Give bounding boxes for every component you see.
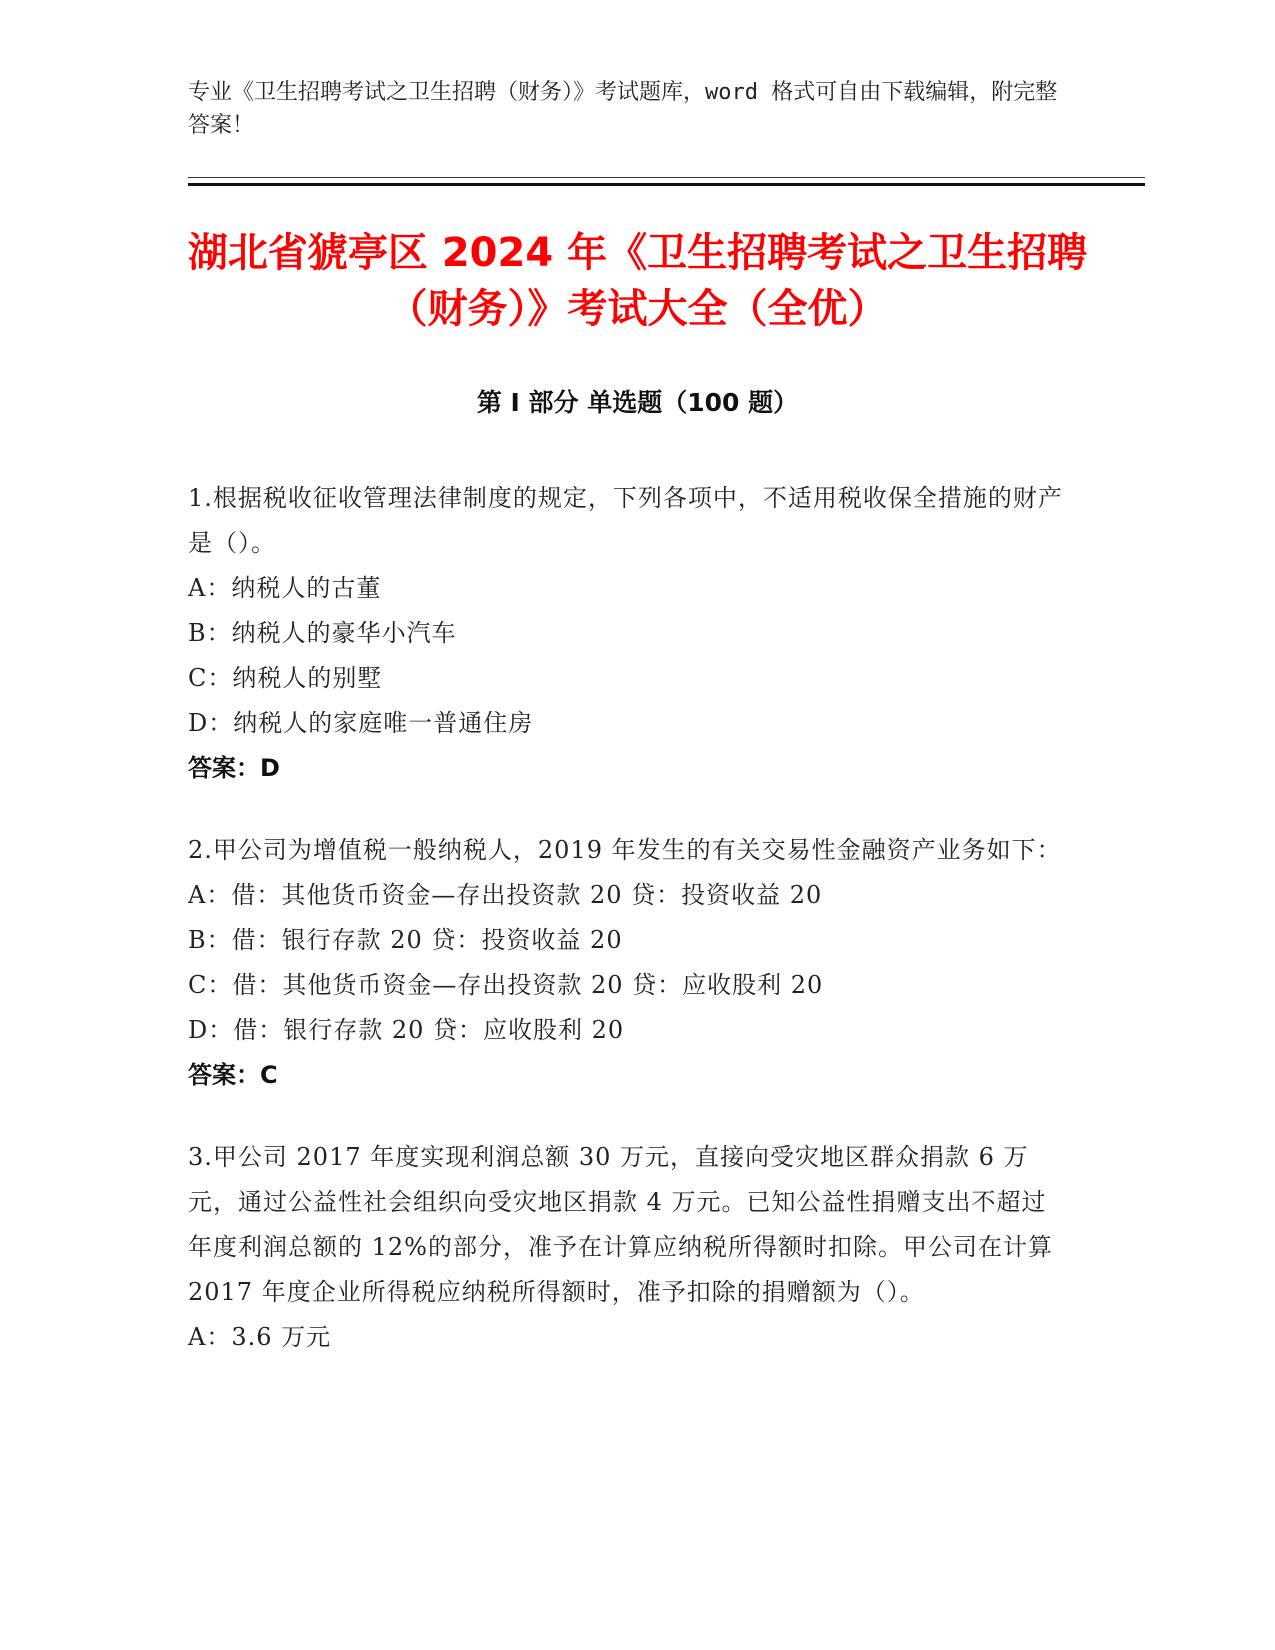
answer: 答案：D [188,754,280,782]
header-note: 专业《卫生招聘考试之卫生招聘（财务）》考试题库，word 格式可自由下载编辑，附完整答案！ [188,80,1058,138]
option-d: D：纳税人的家庭唯一普通住房 [188,709,534,737]
question-list [188,476,1068,1397]
option-a: A：纳税人的古董 [188,574,382,602]
header-rule-thick [188,183,1145,186]
option-c: C：纳税人的别墅 [188,664,383,692]
option-d: D：借：银行存款 20 贷：应收股利 20 [188,1016,625,1044]
question-stem: 1.根据税收征收管理法律制度的规定，下列各项中，不适用税收保全措施的财产是（）。 [188,484,1063,557]
question-stem: 2.甲公司为增值税一般纳税人，2019 年发生的有关交易性金融资产业务如下： [188,836,1062,864]
answer: 答案：C [188,1061,278,1089]
option-b: B：借：银行存款 20 贷：投资收益 20 [188,926,623,954]
header-rule-thin [188,177,1145,178]
question-1 [188,476,1068,791]
option-a: A：3.6 万元 [188,1323,332,1351]
option-b: B：纳税人的豪华小汽车 [188,619,457,647]
section-heading: 第 I 部分 单选题（100 题） [476,388,799,417]
option-c: C：借：其他货币资金—存出投资款 20 贷：应收股利 20 [188,971,824,999]
question-3 [188,1135,1068,1360]
option-a: A：借：其他货币资金—存出投资款 20 贷：投资收益 20 [188,881,823,909]
document-title: 湖北省猇亭区 2024 年《卫生招聘考试之卫生招聘（财务）》考试大全（全优） [187,230,1088,332]
question-2 [188,828,1068,1098]
question-stem: 3.甲公司 2017 年度实现利润总额 30 万元，直接向受灾地区群众捐款 6 万元，通过公益性社会组织向受灾地区捐款 4 万元。已知公益性捐赠支出不超过年度利润总额的 12%的部分，准予在计算应纳税所得额时扣除。甲公司在计算 2017 年度企业所得税应纳税所得额时，准予扣除的捐赠额为（）。 [188,1143,1053,1306]
